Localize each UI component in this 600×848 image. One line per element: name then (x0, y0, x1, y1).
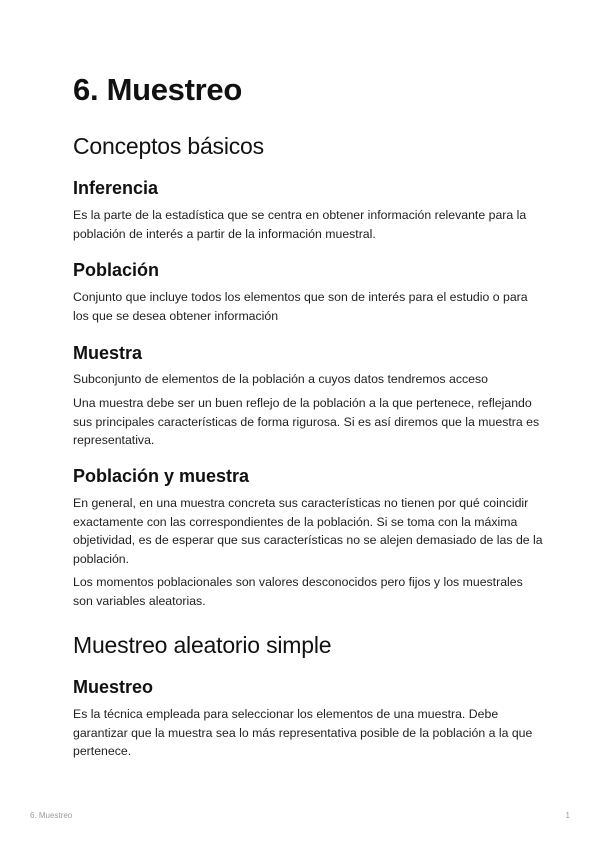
footer-chapter-label: 6. Muestreo (30, 811, 73, 820)
section-heading-conceptos-basicos: Conceptos básicos (73, 133, 264, 159)
subsection-heading-poblacion-y-muestra: Población y muestra (73, 466, 250, 486)
subsection-heading-muestreo: Muestreo (73, 677, 154, 697)
paragraph-muestreo: Es la técnica empleada para seleccionar los elementos de una muestra. Debe garantizar que la muestra sea lo más representativa posible de la población a la que pertenece. (73, 707, 533, 758)
subsection-heading-poblacion: Población (73, 260, 160, 280)
paragraph-poblacion-y-muestra-1: En general, en una muestra concreta sus características no tienen por qué coincidir exactamente con las correspondientes de la población. Si se toma con la máxima objetividad, es de esperar que sus características no se alejen demasiado de las de la población. (73, 496, 543, 566)
subsection-heading-inferencia: Inferencia (73, 178, 159, 198)
subsection-heading-muestra: Muestra (73, 343, 143, 363)
paragraph-muestra-1: Subconjunto de elementos de la población a cuyos datos tendremos acceso (73, 372, 488, 386)
page-title: 6. Muestreo (73, 72, 242, 107)
paragraph-muestra-2: Una muestra debe ser un buen reflejo de la población a la que pertenece, reflejando sus principales características de forma rigurosa. Si es así diremos que la muestra es representativa. (73, 396, 540, 447)
paragraph-poblacion: Conjunto que incluye todos los elementos que son de interés para el estudio o para los que se desea obtener información (73, 290, 528, 323)
paragraph-poblacion-y-muestra-2: Los momentos poblacionales son valores desconocidos pero fijos y los muestrales son variables aleatorias. (73, 575, 523, 608)
section-heading-muestreo-aleatorio-simple: Muestreo aleatorio simple (73, 632, 332, 658)
paragraph-inferencia: Es la parte de la estadística que se centra en obtener información relevante para la población de interés a partir de la información muestral. (73, 208, 527, 241)
footer-page-number: 1 (565, 811, 570, 820)
